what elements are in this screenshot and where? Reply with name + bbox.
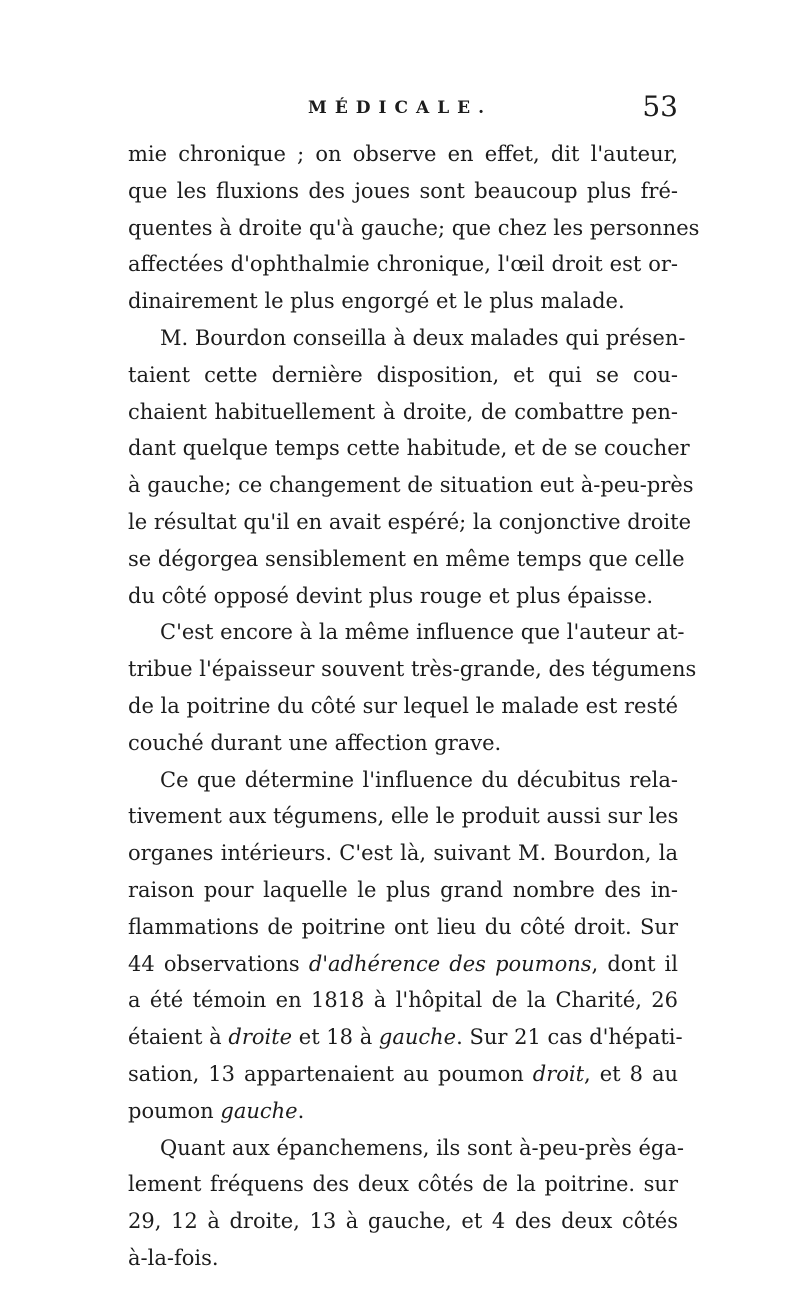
text-line: tribue l'épaisseur souvent très-grande, des tégumens [128, 657, 697, 682]
text-line: 29, 12 à droite, 13 à gauche, et 4 des deux côtés [128, 1209, 678, 1234]
text-line: M. Bourdon conseilla à deux malades qui présen- [160, 325, 686, 350]
text-line: quentes à droite qu'à gauche; que chez les personnes [128, 215, 700, 240]
text-line: Quant aux épanchemens, ils sont à-peu-près éga- [160, 1135, 684, 1160]
text-line: 44 observations d'adhérence des poumons, dont il [128, 951, 678, 976]
text-line: chaient habituellement à droite, de combattre pen- [128, 399, 678, 424]
text-line: lement fréquens des deux côtés de la poitrine. sur [128, 1172, 678, 1197]
text-line: que les fluxions des joues sont beaucoup plus fré- [128, 178, 678, 203]
text-line: tivement aux tégumens, elle le produit aussi sur les [128, 804, 679, 829]
text-line: affectées d'ophthalmie chronique, l'œil droit est or- [128, 252, 678, 277]
text-line: étaient à droite et 18 à gauche. Sur 21 cas d'hépati- [128, 1025, 683, 1050]
page-number: 53 [642, 90, 678, 123]
text-line: mie chronique ; on observe en effet, dit l'auteur, [128, 142, 678, 166]
text-line: raison pour laquelle le plus grand nombre des in- [128, 877, 678, 902]
text-line: organes intérieurs. C'est là, suivant M. Bourdon, la [128, 841, 678, 866]
text-line: dant quelque temps cette habitude, et de se coucher [128, 436, 690, 461]
text-line: du côté opposé devint plus rouge et plus épaisse. [128, 583, 654, 608]
text-line: à gauche; ce changement de situation eut à-peu-près [128, 473, 694, 498]
text-line: taient cette dernière disposition, et qui se cou- [128, 362, 678, 387]
text-line: sation, 13 appartenaient au poumon droit, et 8 au [128, 1061, 678, 1086]
page-header [128, 90, 678, 136]
text-line: de la poitrine du côté sur lequel le malade est resté [128, 693, 679, 718]
text-line: Ce que détermine l'influence du décubitus rela- [160, 767, 678, 792]
text-line: couché durant une affection grave. [128, 730, 502, 755]
text-line: le résultat qu'il en avait espéré; la conjonctive droite [128, 509, 691, 534]
text-line: à-la-fois. [128, 1245, 219, 1270]
body-text [128, 136, 700, 1277]
running-title: MÉDICALE. [308, 98, 493, 118]
text-line: poumon gauche. [128, 1098, 305, 1123]
book-page [128, 90, 700, 1277]
text-line: a été témoin en 1818 à l'hôpital de la Charité, 26 [128, 988, 678, 1013]
text-line: dinairement le plus engorgé et le plus malade. [128, 289, 625, 314]
text-line: flammations de poitrine ont lieu du côté droit. Sur [128, 914, 678, 939]
text-line: C'est encore à la même influence que l'auteur at- [160, 620, 685, 645]
text-line: se dégorgea sensiblement en même temps que celle [128, 546, 685, 571]
